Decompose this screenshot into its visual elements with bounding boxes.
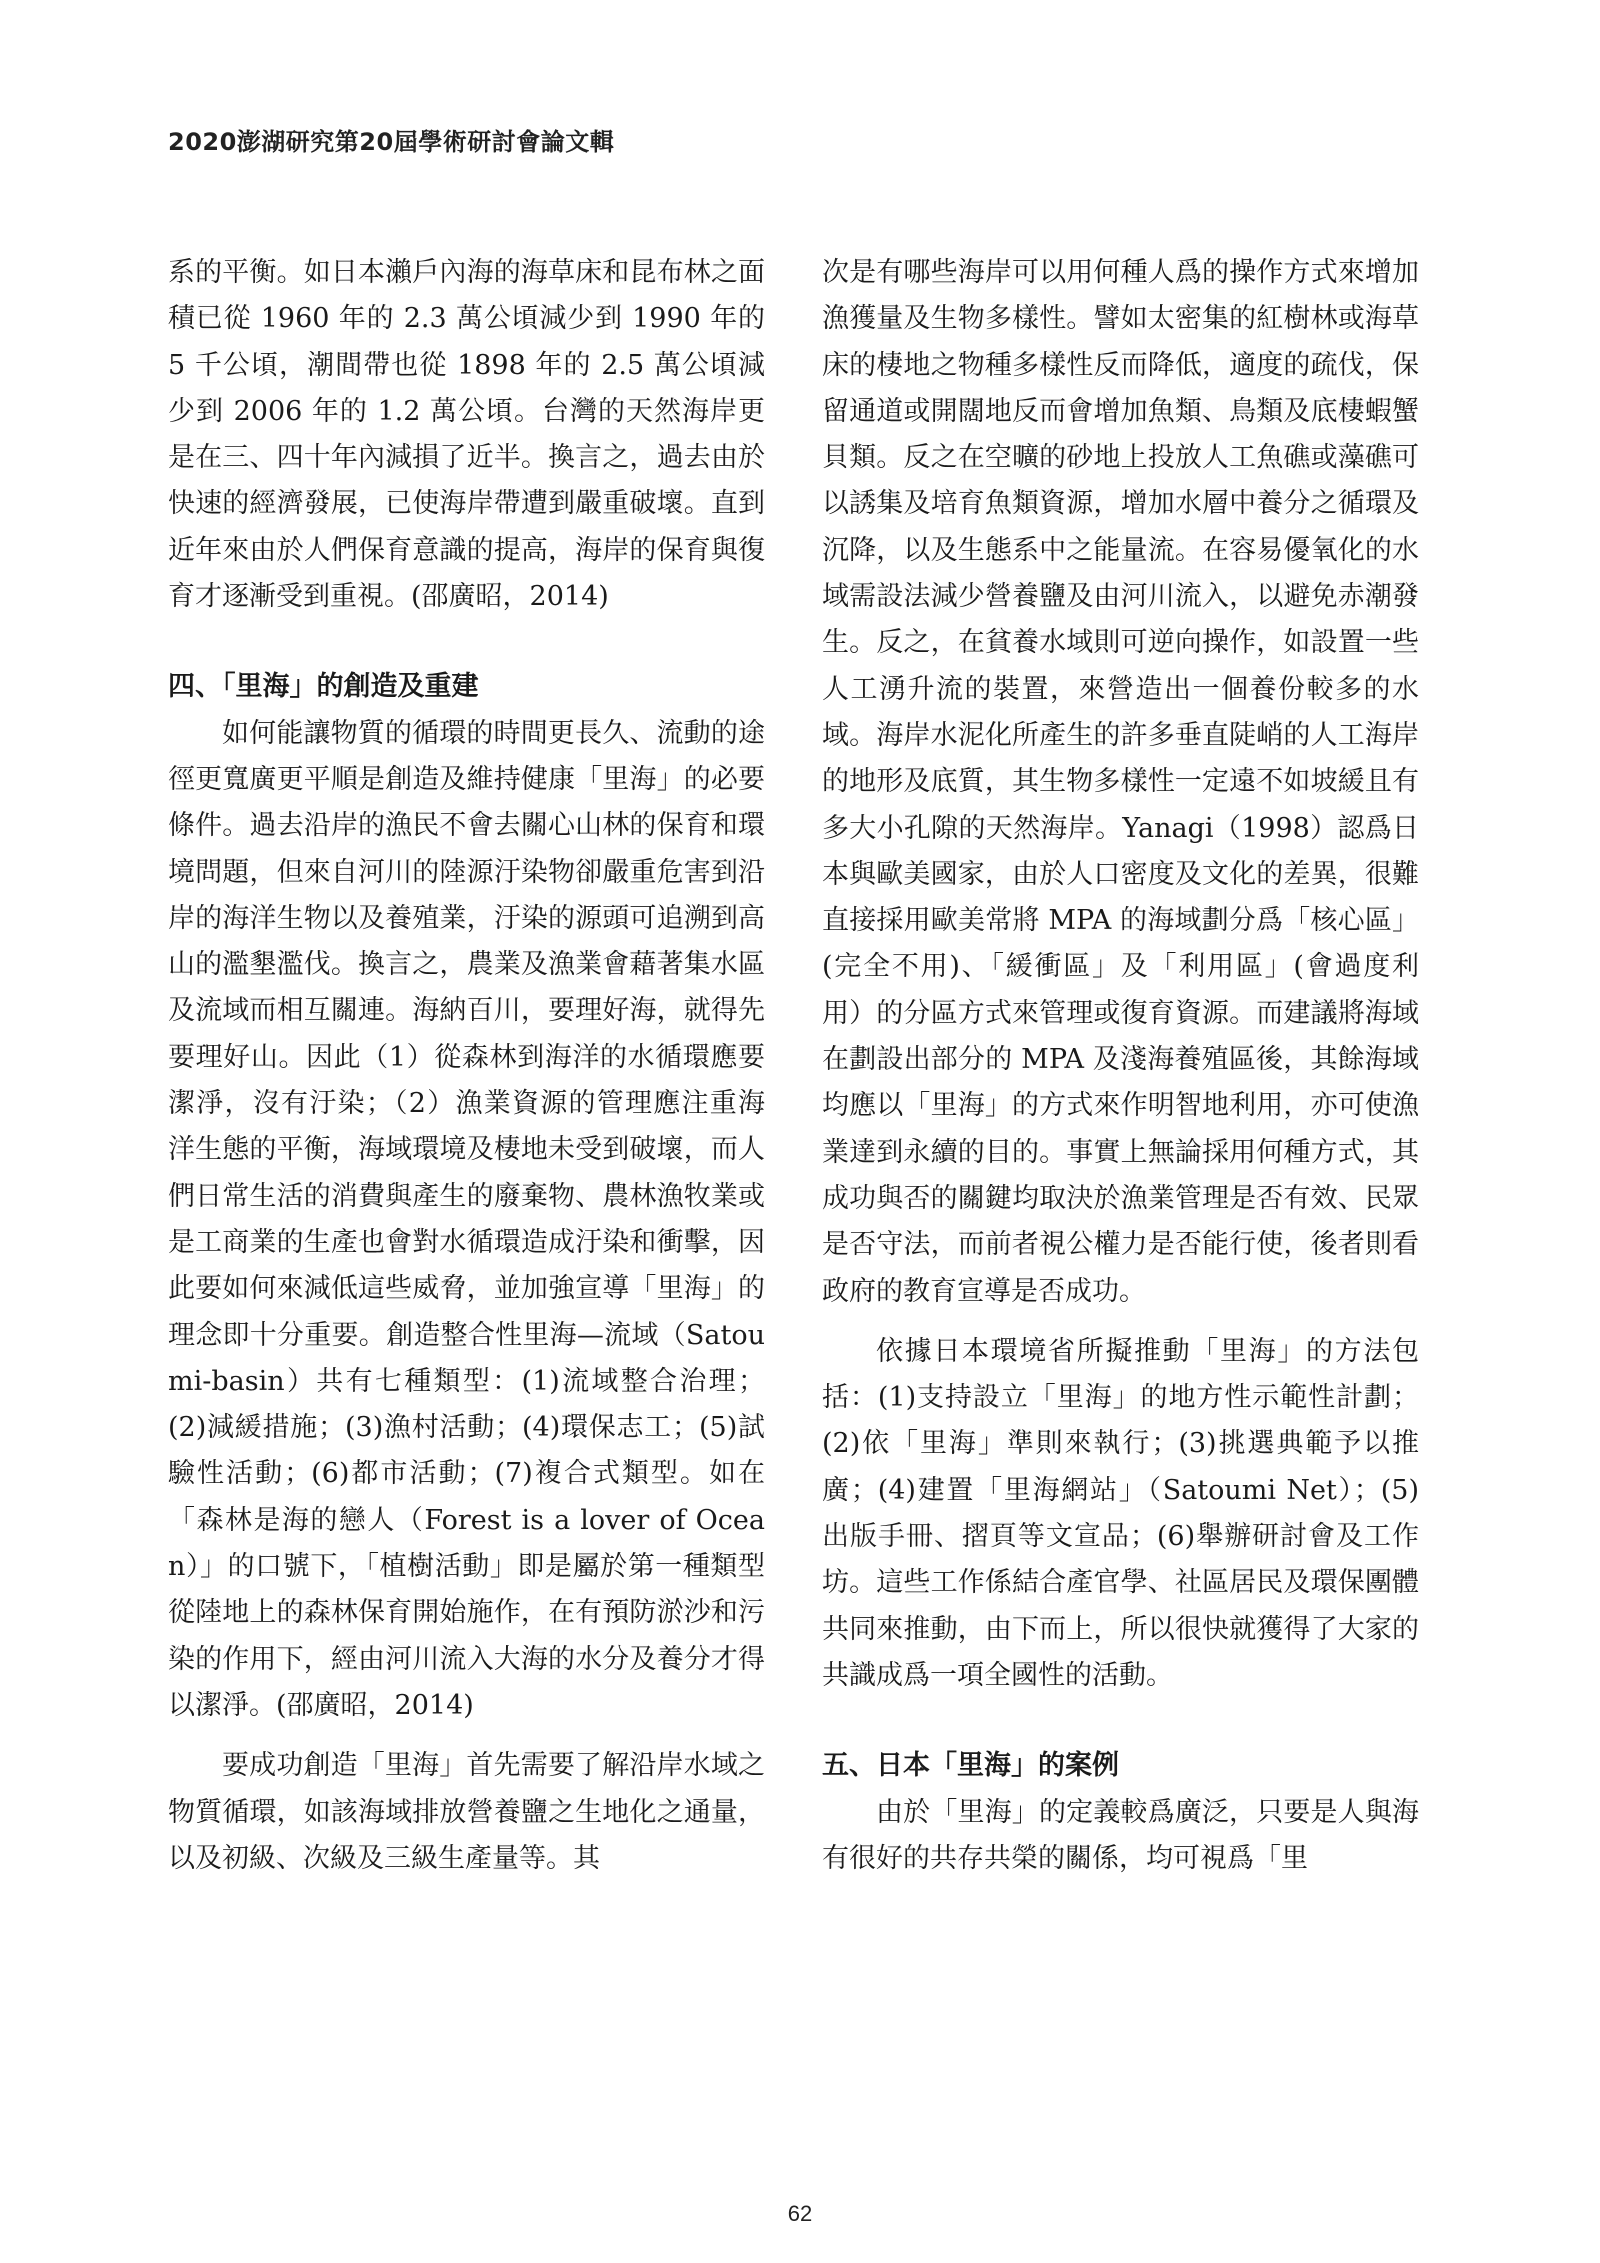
paragraph: 依據日本環境省所擬推動「里海」的方法包括：(1)支持設立「里海」的地方性示範性計劃；(2)依「里海」準則來執行；(3)挑選典範予以推廣；(4)建置「里海網站」（Satoumi Net）；(5)出版手冊、摺頁等文宣品；(6)舉辦研討會及工作坊。這些工作係結合產官學、社區居民及環保團體共同來推動，由下而上，所以很快就獲得了大家的共識成爲一項全國性的活動。 [822, 1335, 1419, 1691]
paragraph: 要成功創造「里海」首先需要了解沿岸水域之物質循環，如該海域排放營養鹽之生地化之通量，以及初級、次級及三級生產量等。其 [168, 1750, 765, 1874]
section-heading-5: 五、日本「里海」的案例 [822, 1750, 1119, 1782]
paragraph: 次是有哪些海岸可以用何種人爲的操作方式來增加漁獲量及生物多樣性。譬如太密集的紅樹林或海草床的棲地之物種多樣性反而降低，適度的疏伐，保留通道或開闊地反而會增加魚類、鳥類及底棲蝦蟹貝類。反之在空曠的砂地上投放人工魚礁或藻礁可以誘集及培育魚類資源，增加水層中養分之循環及沉降，以及生態系中之能量流。在容易優氧化的水域需設法減少營養鹽及由河川流入，以避免赤潮發生。反之，在貧養水域則可逆向操作，如設置一些人工湧升流的裝置，來營造出一個養份較多的水域。海岸水泥化所產生的許多垂直陡峭的人工海岸的地形及底質，其生物多樣性一定遠不如坡緩且有多大小孔隙的天然海岸。Yanagi（1998）認爲日本與歐美國家，由於人口密度及文化的差異，很難直接採用歐美常將 MPA 的海域劃分爲「核心區」(完全不用)、「緩衝區」及「利用區」(會過度利用）的分區方式來管理或復育資源。而建議將海域在劃設出部分的 MPA 及淺海養殖區後，其餘海域均應以「里海」的方式來作明智地利用，亦可使漁業達到永續的目的。事實上無論採用何種方式，其成功與否的關鍵均取決於漁業管理是否有效、民眾是否守法，而前者視公權力是否能行使，後者則看政府的教育宣導是否成功。 [822, 257, 1419, 1307]
section-heading-4: 四、「里海」的創造及重建 [168, 671, 479, 703]
page-number: 62 [787, 2201, 813, 2226]
paragraph: 由於「里海」的定義較爲廣泛，只要是人與海有很好的共存共榮的關係，均可視爲「里 [822, 1796, 1419, 1874]
right-column [822, 250, 1419, 1882]
paragraph: 如何能讓物質的循環的時間更長久、流動的途徑更寬廣更平順是創造及維持健康「里海」的必要條件。過去沿岸的漁民不會去關心山林的保育和環境問題，但來自河川的陸源汙染物卻嚴重危害到沿岸的海洋生物以及養殖業，汙染的源頭可追溯到高山的濫墾濫伐。換言之，農業及漁業會藉著集水區及流域而相互關連。海納百川，要理好海，就得先要理好山。因此（1）從森林到海洋的水循環應要潔淨，沒有汙染；（2）漁業資源的管理應注重海洋生態的平衡，海域環境及棲地未受到破壞，而人們日常生活的消費與產生的廢棄物、農林漁牧業或是工商業的生產也會對水循環造成汙染和衝擊，因此要如何來減低這些威脅，並加強宣導「里海」的理念即十分重要。創造整合性里海—流域（Satoumi-basin）共有七種類型：(1)流域整合治理；(2)減緩措施；(3)漁村活動；(4)環保志工；(5)試驗性活動；(6)都市活動；(7)複合式類型。如在「森林是海的戀人（Forest is a lover of Ocean）」的口號下，「植樹活動」即是屬於第一種類型從陸地上的森林保育開始施作，在有預防淤沙和污染的作用下，經由河川流入大海的水分及養分才得以潔淨。(邵廣昭，2014) [168, 717, 765, 1721]
left-column [168, 250, 765, 1882]
running-header: 2020澎湖研究第20屆學術研討會論文輯 [168, 128, 615, 156]
paragraph: 系的平衡。如日本瀨戶內海的海草床和昆布林之面積已從 1960 年的 2.3 萬公頃減少到 1990 年的 5 千公頃，潮間帶也從 1898 年的 2.5 萬公頃減少到 2006 年的 1.2 萬公頃。台灣的天然海岸更是在三、四十年內減損了近半。換言之，過去由於快速的經濟發展，已使海岸帶遭到嚴重破壞。直到近年來由於人們保育意識的提高，海岸的保育與復育才逐漸受到重視。(邵廣昭，2014) [168, 257, 765, 613]
